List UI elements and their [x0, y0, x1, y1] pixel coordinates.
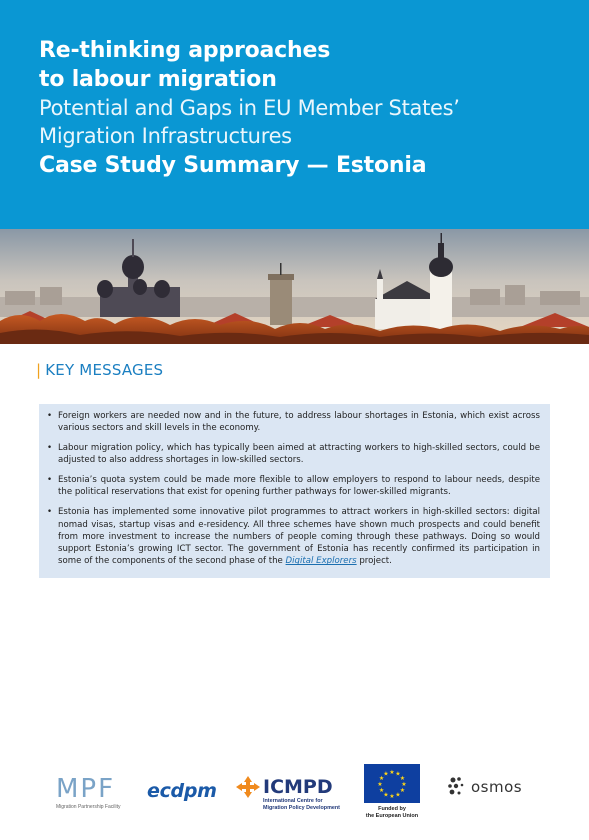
eu-caption-2: the European Union: [365, 812, 419, 819]
icmpd-subtitle-1: International Centre for: [263, 798, 323, 804]
osmos-logo: [447, 776, 522, 798]
key-messages-heading: [36, 361, 163, 379]
svg-text:★: ★: [383, 770, 389, 778]
key-message-item: [47, 506, 540, 567]
mpf-logo: [56, 774, 120, 810]
digital-explorers-link[interactable]: Digital Explorers: [285, 556, 357, 567]
mpf-letters: MPF: [56, 774, 116, 804]
header-banner: [0, 0, 589, 229]
icmpd-arrows-icon: [236, 776, 260, 798]
eu-flag-icon: [364, 764, 420, 803]
icmpd-wordmark: ICMPD: [263, 776, 333, 798]
svg-text:★: ★: [378, 775, 385, 782]
key-message-text-end: project.: [356, 556, 392, 567]
key-messages-list: [47, 410, 540, 568]
key-message-item: • Estonia’s quota system could be made more flexible to allow employers to respond to labour needs, despite the political reservations that exist for opening further pathways for lower-skilled migrants.: [47, 474, 540, 499]
icmpd-logo: [236, 776, 340, 811]
key-message-item: • Foreign workers are needed now and in the future, to address labour shortages in Estonia, which exist across various sectors and skill levels in the economy.: [47, 410, 540, 435]
subtitle-line-2: Migration Infrastructures: [39, 124, 292, 148]
accent-bar: |: [36, 361, 42, 379]
svg-text:★: ★: [383, 791, 389, 799]
tallinn-skyline-image: [0, 229, 589, 344]
key-message-text: Estonia has implemented some innovative pilot programmes to attract workers in high-skilled sectors: digital nomad visas, startup visas and e-residency. All three schemes have shown much prospects and could benefit from more investment to increase the numbers of people coming through these pathways. Doing so would support Estonia’s growing ICT sector. The government of Estonia has recently confirmed its participation in some of the components of the second phase of the: [58, 507, 540, 567]
ecdpm-logo: ecdpm: [147, 780, 217, 802]
svg-text:★: ★: [389, 769, 395, 776]
eu-logo: [364, 764, 420, 820]
svg-text:★: ★: [399, 787, 406, 794]
title-block: [39, 36, 460, 180]
title-line-1: Re-thinking approaches: [39, 38, 331, 63]
svg-text:★: ★: [377, 781, 383, 788]
svg-text:★: ★: [401, 781, 407, 788]
cover-photo: [0, 229, 589, 344]
osmos-wordmark: osmos: [471, 778, 523, 796]
osmos-dots-icon: [447, 776, 471, 798]
title-line-2: to labour migration: [39, 67, 277, 92]
key-message-item: • Labour migration policy, which has typically been aimed at attracting workers to high-skilled sectors, could be adjusted to also address shortages in low-skilled sectors.: [47, 442, 540, 467]
svg-text:★: ★: [378, 787, 385, 794]
eu-caption-1: Funded by: [378, 806, 406, 812]
partner-logos: [0, 758, 589, 840]
icmpd-subtitle-2: Migration Policy Development: [263, 804, 340, 811]
key-messages-box: [39, 404, 550, 578]
svg-text:★: ★: [395, 770, 401, 778]
key-messages-label: KEY MESSAGES: [45, 361, 164, 379]
subtitle-line-1: Potential and Gaps in EU Member States’: [39, 96, 460, 120]
svg-text:★: ★: [395, 791, 401, 799]
svg-text:★: ★: [389, 793, 395, 800]
svg-text:★: ★: [399, 775, 406, 782]
case-study-title: Case Study Summary — Estonia: [39, 153, 427, 178]
mpf-subtitle: Migration Partnership Facility: [56, 804, 121, 810]
